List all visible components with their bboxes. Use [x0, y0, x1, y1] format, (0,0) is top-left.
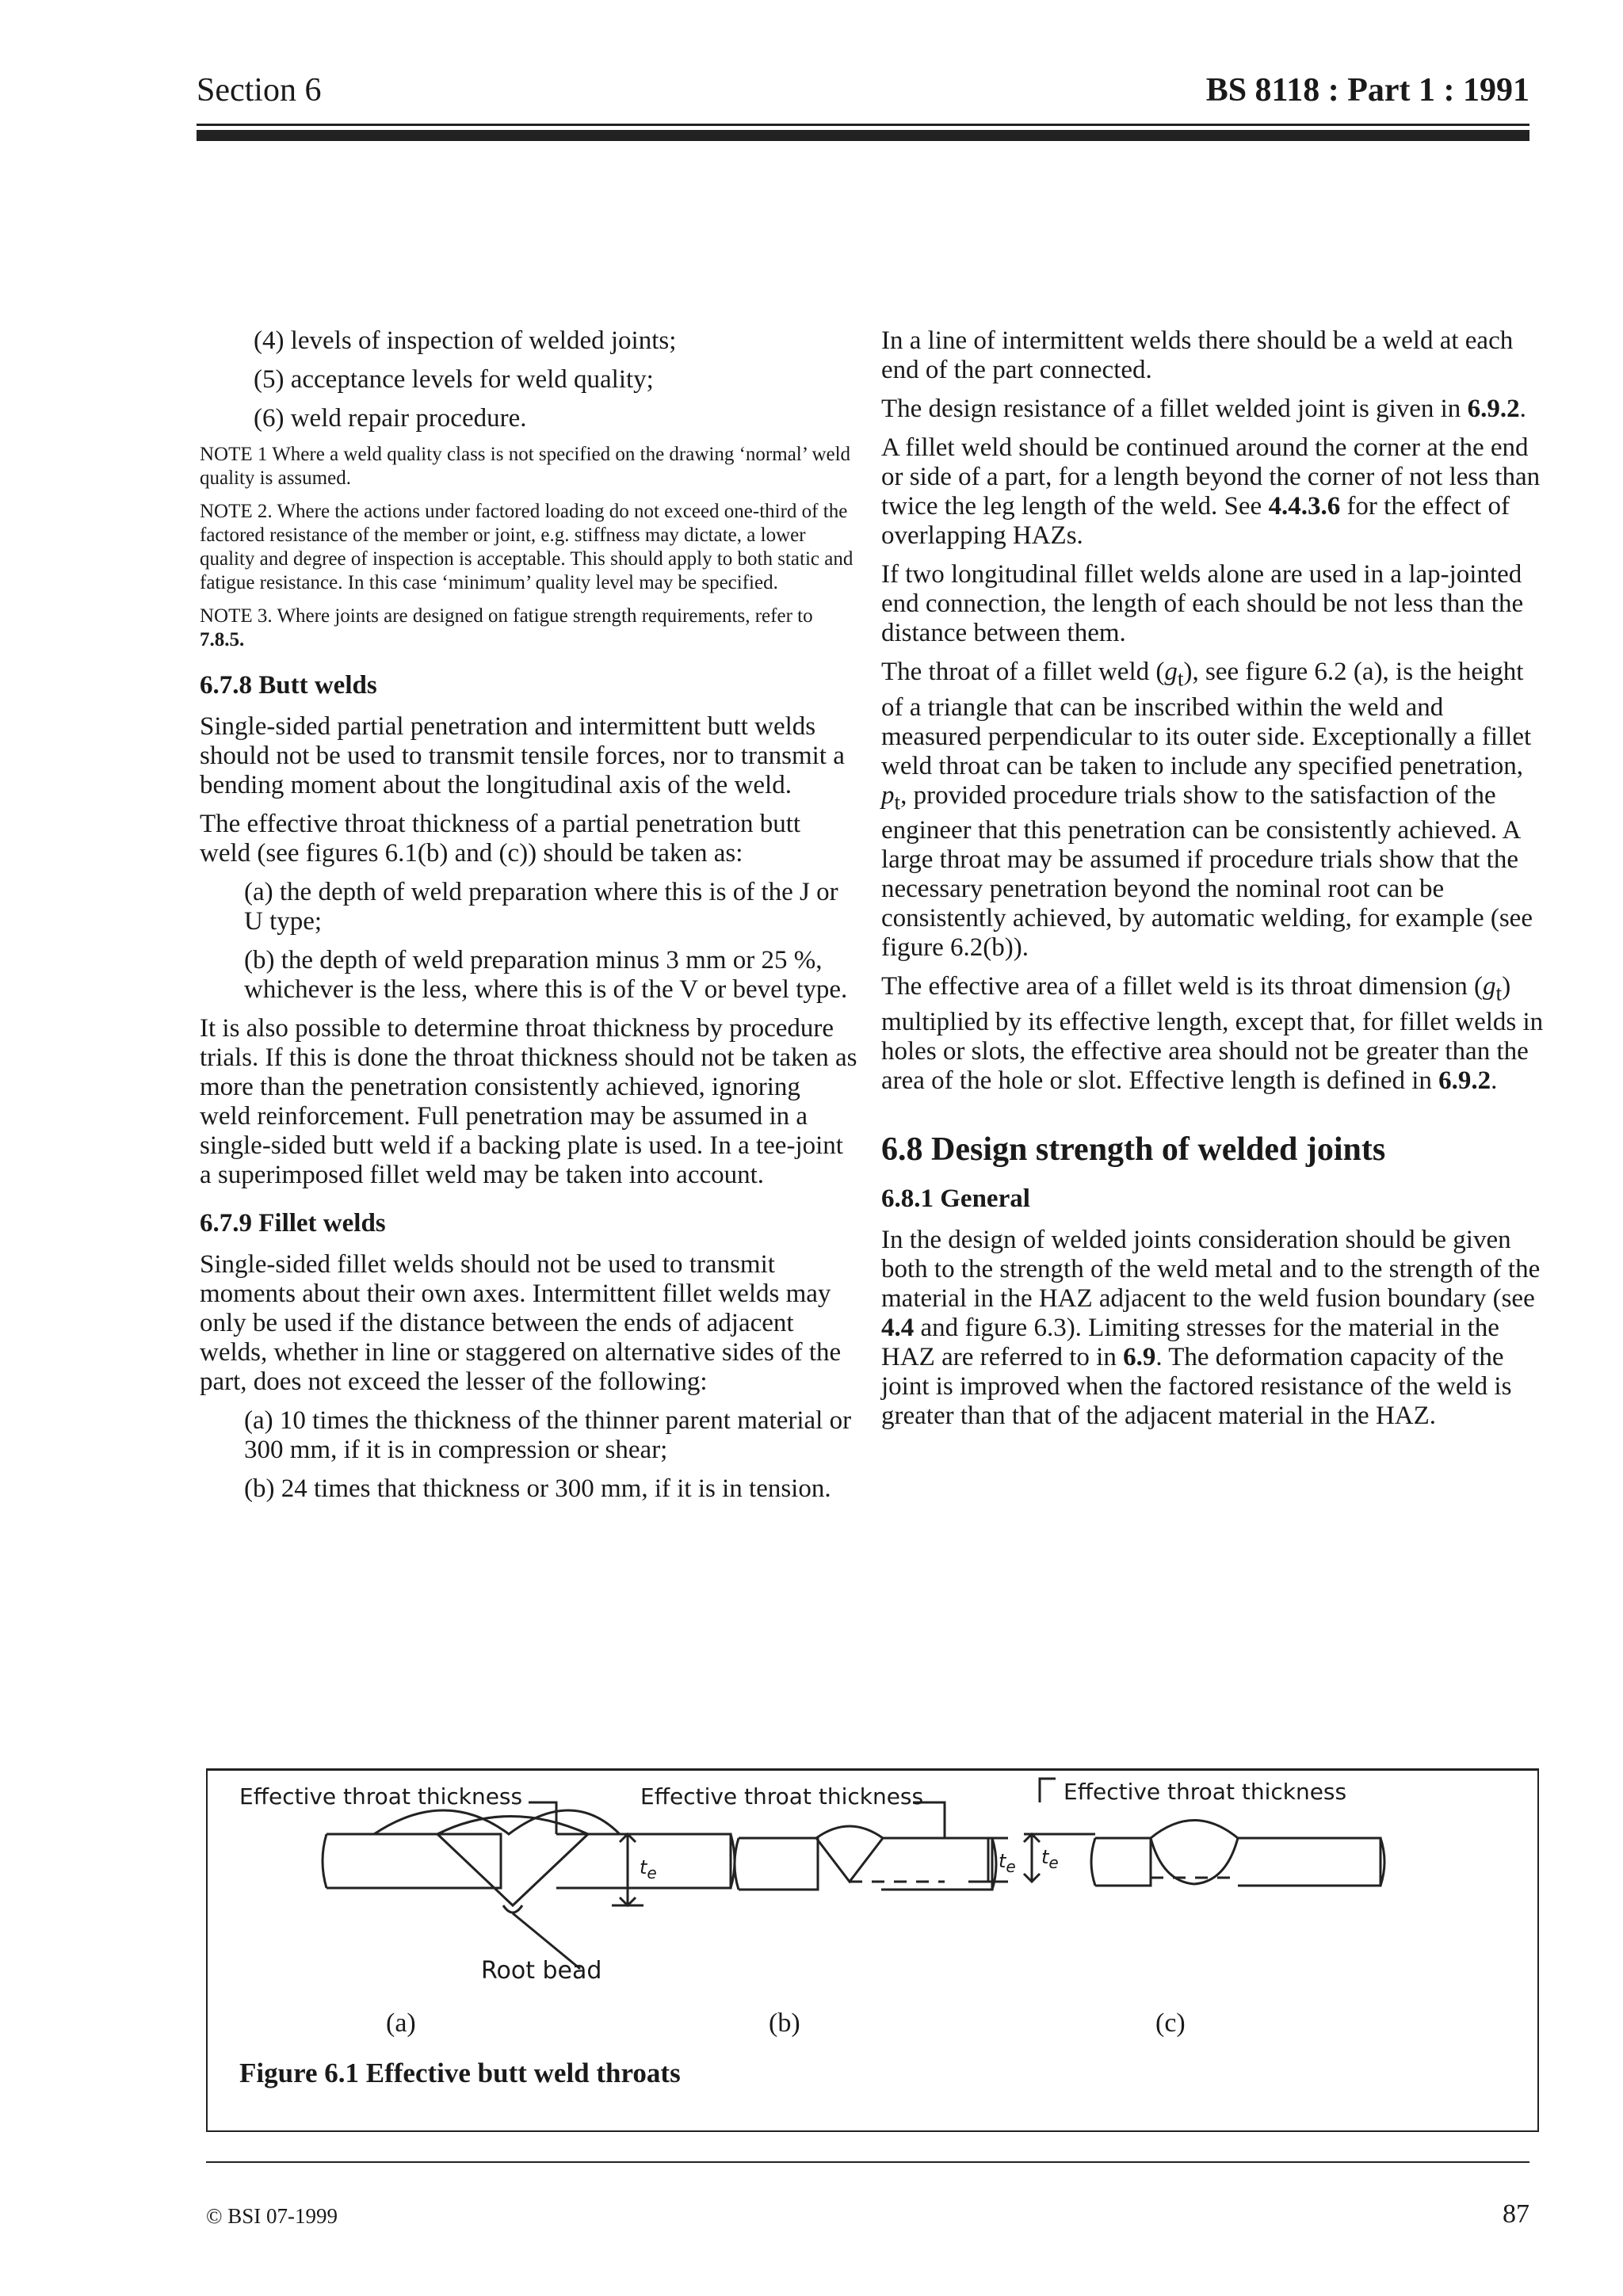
list-item: (a) 10 times the thickness of the thinner parent material or 300 mm, if it is in compression or shear; [244, 1406, 852, 1464]
paragraph: The design resistance of a fillet welded joint is given in 6.9.2. [881, 395, 1526, 423]
cross-reference: 6.9.2 [1438, 1066, 1491, 1095]
heading-butt-welds: 6.7.8 Butt welds [200, 671, 377, 700]
left-column [200, 326, 857, 1513]
header-rule-thin [197, 124, 1529, 126]
cross-reference: 4.4.3.6 [1268, 492, 1341, 521]
list-item: (6) weld repair procedure. [254, 404, 527, 433]
heading-design-strength: 6.8 Design strength of welded joints [881, 1131, 1386, 1168]
footer-rule [206, 2161, 1529, 2163]
sub-label-c: (c) [1155, 2008, 1186, 2038]
paragraph: The throat of a fillet weld $(g_t)$, see figure 6.2 (a), is the height of a triangle that can be inscribed within the weld and measured perpendicular to its outer side. Exceptionally a fillet weld throat can be taken to include any specified penetration, $p_t$, provided procedure trials show to the satisfaction of the engineer that this penetration can be consistently achieved. A large throat may be assumed if procedure trials show that the necessary penetration beyond the nominal root can be consistently achieved, by automatic welding, for example (see figure 6.2(b)). [881, 658, 1533, 963]
paragraph: In the design of welded joints consideration should be given both to the strength of the weld metal and to the strength of the material in the HAZ adjacent to the weld fusion boundary (see 4.4 and figure 6.3). Limiting stresses for the material in the HAZ are referred to in 6.9. The deformation capacity of the joint is improved when the factored resistance of the weld is greater than that of the adjacent material in the HAZ. [881, 1225, 1541, 1430]
cross-reference: 6.9.2 [1467, 395, 1520, 423]
copyright: © BSI 07-1999 [206, 2204, 338, 2228]
note-3: NOTE 3. Where joints are designed on fatigue strength requirements, refer to 7.8.5. [200, 605, 813, 650]
right-column [881, 326, 1544, 1440]
list-item: (5) acceptance levels for weld quality; [254, 365, 654, 394]
te-label-b: $t_e$ [999, 1850, 1016, 1876]
sub-label-b: (b) [769, 2008, 800, 2038]
header-rule-thick [197, 130, 1529, 141]
te-label-c: $t_e$ [1041, 1846, 1059, 1872]
paragraph: Single-sided fillet welds should not be used to transmit moments about their own axes. Intermittent fillet welds may only be used if the distance between the ends of adjacent welds, whether in line or staggered on alternative sides of the part, does not exceed the lesser of the following: [200, 1250, 842, 1396]
section-label: Section 6 [197, 72, 322, 109]
paragraph: In a line of intermittent welds there should be a weld at each end of the part connected. [881, 326, 1514, 384]
root-bead-label: Root bead [481, 1957, 602, 1985]
cross-reference: 6.9 [1123, 1342, 1156, 1371]
note-2: NOTE 2. Where the actions under factored loading do not exceed one-third of the factored resistance of the member or joint, e.g. stiffness may dictate, a lower quality and degree of inspection is acceptable. This should apply to both static and fatigue resistance. In this case ‘minimum’ quality level may be specified. [200, 501, 854, 593]
label-effective-throat-b: Effective throat thickness [640, 1783, 924, 1810]
label-effective-throat-a: Effective throat thickness [239, 1783, 523, 1810]
figure-6-1 [206, 1768, 1539, 2132]
paragraph: It is also possible to determine throat thickness by procedure trials. If this is done the throat thickness should not be taken as more than the penetration consistently achieved, ignoring weld reinforcement. Full penetration may be assumed in a single-sided butt weld if a backing plate is used. In a tee-joint a superimposed fillet weld may be taken into account. [200, 1014, 857, 1189]
list-item: (b) 24 times that thickness or 300 mm, if it is in tension. [244, 1474, 831, 1503]
heading-general: 6.8.1 General [881, 1184, 1030, 1213]
list-item: (a) the depth of weld preparation where this is of the J or U type; [244, 878, 838, 936]
page-number: 87 [1503, 2199, 1529, 2229]
paragraph: Single-sided partial penetration and intermittent butt welds should not be used to transmit tensile forces, nor to transmit a bending moment about the longitudinal axis of the weld. [200, 712, 845, 799]
cross-reference: 4.4 [881, 1313, 915, 1342]
sub-label-a: (a) [386, 2008, 416, 2038]
cross-reference: 7.8.5. [200, 629, 245, 650]
paragraph: The effective throat thickness of a partial penetration butt weld (see figures 6.1(b) and (c)) should be taken as: [200, 810, 801, 868]
note-1: NOTE 1 Where a weld quality class is not specified on the drawing ‘normal’ weld quality is assumed. [200, 444, 851, 489]
label-effective-throat-c: Effective throat thickness [1064, 1779, 1347, 1805]
list-item: (4) levels of inspection of welded joints; [254, 326, 677, 355]
figure-caption: Figure 6.1 Effective butt weld throats [239, 2058, 681, 2088]
standard-reference: BS 8118 : Part 1 : 1991 [1205, 72, 1529, 109]
paragraph: A fillet weld should be continued around the corner at the end or side of a part, for a length beyond the corner of not less than twice the leg length of the weld. See 4.4.3.6 for the effect of overlapping HAZs. [881, 433, 1541, 550]
paragraph: If two longitudinal fillet welds alone are used in a lap-jointed end connection, the length of each should be not less than the distance between them. [881, 560, 1524, 647]
heading-fillet-welds: 6.7.9 Fillet welds [200, 1209, 386, 1238]
te-label-a: $t_e$ [640, 1856, 657, 1882]
list-item: (b) the depth of weld preparation minus 3 mm or 25 %, whichever is the less, where this is of the V or bevel type. [244, 946, 848, 1004]
paragraph: The effective area of a fillet weld is its throat dimension $(g_t)$ multiplied by its effective length, except that, for fillet welds in holes or slots, the effective area should not be greater than the area of the hole or slot. Effective length is defined in 6.9.2. [881, 972, 1544, 1095]
weld-a-sketch [323, 1810, 735, 1969]
